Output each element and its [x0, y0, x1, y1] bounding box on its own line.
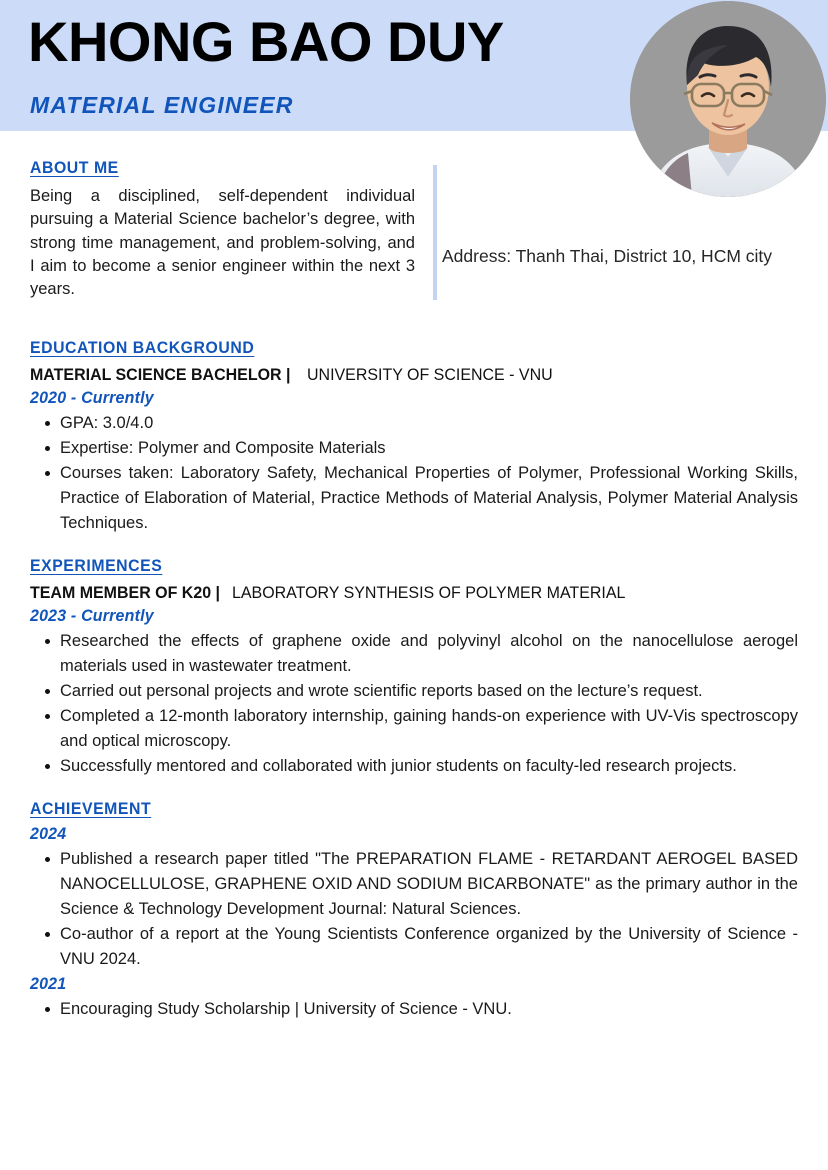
- list-item: [30, 997, 798, 1022]
- about-heading: ABOUT ME: [30, 158, 119, 177]
- experiences-date: 2023 - Currently: [30, 606, 154, 625]
- experiences-org: LABORATORY SYNTHESIS OF POLYMER MATERIAL: [232, 583, 626, 602]
- list-item-text: GPA: 3.0/4.0: [60, 414, 154, 432]
- experiences-entry-line: [30, 581, 798, 604]
- education-bullet-list: [30, 411, 798, 536]
- list-item: [30, 847, 798, 922]
- about-section: [30, 158, 798, 308]
- address-text: Address: Thanh Thai, District 10, HCM city: [442, 246, 773, 266]
- list-item-text: Researched the effects of graphene oxide and polyvinyl alcohol on the nanocellulose aerogel materials used in wastewater treatment.: [60, 632, 798, 675]
- list-item: [30, 436, 798, 461]
- education-section: [30, 338, 798, 536]
- list-item-text: Successfully mentored and collaborated with junior students on faculty-led research projects.: [60, 757, 737, 775]
- main-content: [30, 338, 798, 1022]
- list-item-text: Completed a 12-month laboratory internship, gaining hands-on experience with UV-Vis spectroscopy and optical microscopy.: [60, 707, 798, 750]
- about-column: [30, 158, 415, 301]
- list-item: [30, 411, 798, 436]
- experiences-bullet-list: [30, 629, 798, 779]
- achievement-heading: ACHIEVEMENT: [30, 799, 152, 818]
- list-item-text: Carried out personal projects and wrote scientific reports based on the lecture’s request.: [60, 682, 703, 700]
- list-item: [30, 629, 798, 679]
- job-subtitle: MATERIAL ENGINEER: [30, 92, 294, 118]
- list-item: [30, 704, 798, 754]
- education-date: 2020 - Currently: [30, 388, 154, 407]
- list-item-text: Courses taken: Laboratory Safety, Mechanical Properties of Polymer, Professional Working Skills, Practice of Elaboration of Material, Practice Methods of Material Analysis, Polymer Material Analysis Techniques.: [60, 464, 798, 532]
- spacer: [30, 536, 798, 556]
- education-heading: EDUCATION BACKGROUND: [30, 338, 255, 357]
- list-item-text: Encouraging Study Scholarship | University of Science - VNU.: [60, 1000, 512, 1018]
- list-item: [30, 679, 798, 704]
- education-role: MATERIAL SCIENCE BACHELOR |: [30, 365, 291, 384]
- list-item-text: Published a research paper titled "The PREPARATION FLAME - RETARDANT AEROGEL BASED NANOCELLULOSE, GRAPHENE OXID AND SODIUM BICARBONATE" as the primary author in the Science & Technology Development Journal: Natural Sciences.: [60, 850, 798, 918]
- achievement-date-2024: 2024: [30, 824, 67, 843]
- list-item: [30, 754, 798, 779]
- education-org: UNIVERSITY OF SCIENCE - VNU: [307, 365, 553, 384]
- list-item-text: Expertise: Polymer and Composite Materials: [60, 439, 386, 457]
- page-title: KHONG BAO DUY: [28, 10, 504, 73]
- achievement-bullet-list-2021: [30, 997, 798, 1022]
- achievement-section: [30, 799, 798, 1022]
- spacer: [30, 779, 798, 799]
- achievement-bullet-list-2024: [30, 847, 798, 972]
- experiences-heading: EXPERIMENCES: [30, 556, 163, 575]
- education-entry-line: [30, 363, 798, 386]
- vertical-divider: [433, 165, 437, 300]
- list-item: [30, 922, 798, 972]
- list-item-text: Co-author of a report at the Young Scientists Conference organized by the University of Science - VNU 2024.: [60, 925, 798, 968]
- achievement-date-2021: 2021: [30, 974, 67, 993]
- about-body-text: Being a disciplined, self-dependent individual pursuing a Material Science bachelor’s degree, with strong time management, and problem-solving, and I aim to become a senior engineer within the next 3 years.: [30, 187, 415, 299]
- list-item: [30, 461, 798, 536]
- experiences-role: TEAM MEMBER OF K20 |: [30, 583, 221, 602]
- experiences-section: [30, 556, 798, 779]
